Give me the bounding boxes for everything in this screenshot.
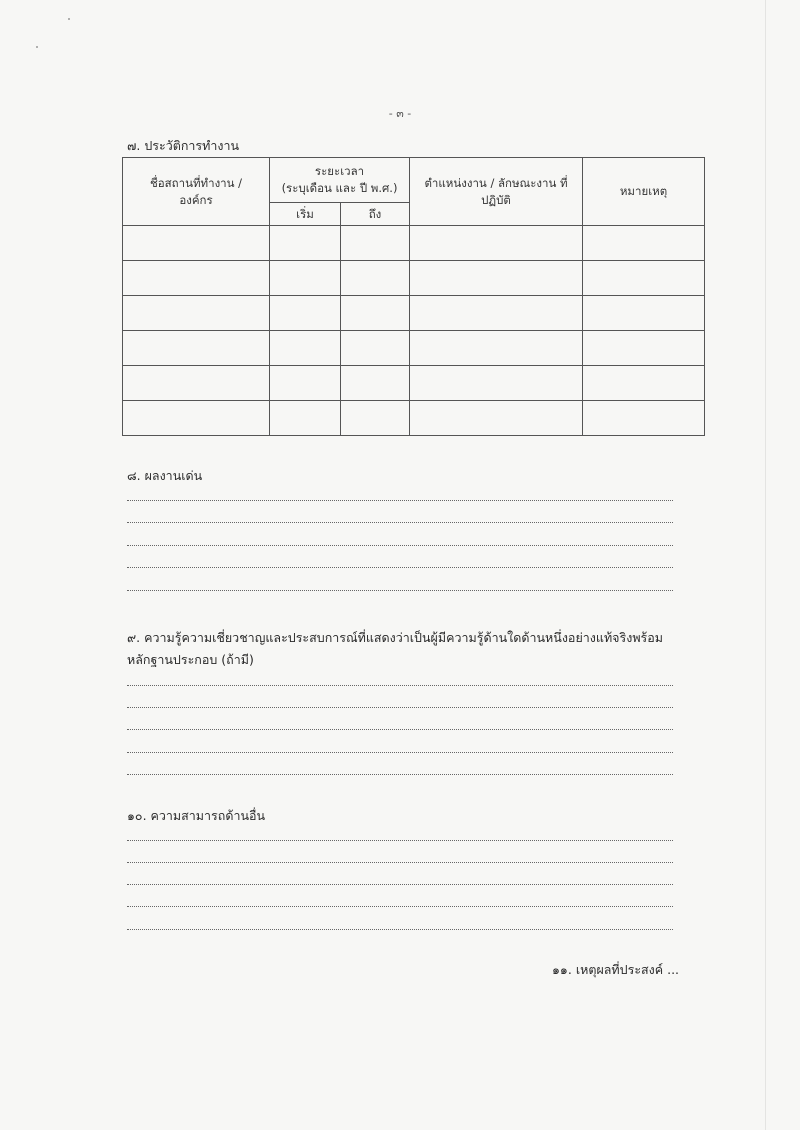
table-cell[interactable]	[341, 226, 410, 261]
fill-line[interactable]	[127, 567, 673, 568]
header-start: เริ่ม	[270, 203, 341, 226]
section-10-title: ๑๐. ความสามารถด้านอื่น	[127, 808, 266, 823]
header-remarks: หมายเหตุ	[583, 158, 705, 226]
fill-line[interactable]	[127, 906, 673, 907]
table-row	[123, 366, 705, 401]
table-row	[123, 331, 705, 366]
table-cell[interactable]	[341, 261, 410, 296]
table-cell[interactable]	[123, 366, 270, 401]
table-cell[interactable]	[410, 261, 583, 296]
table-row	[123, 401, 705, 436]
fill-line[interactable]	[127, 929, 673, 930]
fill-line[interactable]	[127, 707, 673, 708]
fill-line[interactable]	[127, 500, 673, 501]
table-cell[interactable]	[270, 261, 341, 296]
table-cell[interactable]	[410, 366, 583, 401]
table-row	[123, 261, 705, 296]
table-cell[interactable]	[410, 226, 583, 261]
table-cell[interactable]	[270, 226, 341, 261]
work-history-table	[122, 157, 705, 436]
table-cell[interactable]	[583, 226, 705, 261]
table-cell[interactable]	[410, 401, 583, 436]
page-number: - ๓ -	[388, 107, 412, 120]
table-cell[interactable]	[341, 296, 410, 331]
table-cell[interactable]	[583, 401, 705, 436]
section-9-title-line1: ๙. ความรู้ความเชี่ยวชาญและประสบการณ์ที่แสดงว่าเป็นผู้มีความรู้ด้านใดด้านหนึ่งอย่างแท้จริงพร้อม	[127, 630, 664, 645]
section-7-title: ๗. ประวัติการทำงาน	[127, 138, 240, 153]
table-row	[123, 296, 705, 331]
fill-line[interactable]	[127, 522, 673, 523]
table-row	[123, 226, 705, 261]
header-period-label: ระยะเวลา	[314, 164, 365, 178]
table-cell[interactable]	[583, 331, 705, 366]
scan-speck	[68, 18, 70, 20]
table-cell[interactable]	[583, 296, 705, 331]
continuation-note: ๑๑. เหตุผลที่ประสงค์ ...	[552, 962, 680, 977]
section-9-title-line2: หลักฐานประกอบ (ถ้ามี)	[127, 652, 254, 667]
scan-speck	[36, 46, 38, 48]
header-period-note: (ระบุเดือน และ ปี พ.ศ.)	[281, 181, 398, 195]
fill-line[interactable]	[127, 840, 673, 841]
fill-line[interactable]	[127, 545, 673, 546]
table-cell[interactable]	[410, 331, 583, 366]
table-cell[interactable]	[341, 331, 410, 366]
table-cell[interactable]	[410, 296, 583, 331]
table-cell[interactable]	[270, 401, 341, 436]
table-cell[interactable]	[583, 366, 705, 401]
table-cell[interactable]	[123, 296, 270, 331]
fill-line[interactable]	[127, 752, 673, 753]
fill-line[interactable]	[127, 590, 673, 591]
section-8-title: ๘. ผลงานเด่น	[127, 468, 203, 483]
header-position: ตำแหน่งงาน / ลักษณะงาน ที่ปฏิบัติ	[410, 158, 583, 226]
header-end: ถึง	[341, 203, 410, 226]
table-cell[interactable]	[123, 261, 270, 296]
header-workplace: ชื่อสถานที่ทำงาน / องค์กร	[123, 158, 270, 226]
fill-line[interactable]	[127, 774, 673, 775]
page-edge	[765, 0, 766, 1130]
table-cell[interactable]	[270, 366, 341, 401]
header-period	[270, 158, 410, 203]
table-cell[interactable]	[341, 366, 410, 401]
table-cell[interactable]	[123, 401, 270, 436]
fill-line[interactable]	[127, 884, 673, 885]
fill-line[interactable]	[127, 729, 673, 730]
fill-line[interactable]	[127, 862, 673, 863]
fill-line[interactable]	[127, 685, 673, 686]
table-cell[interactable]	[270, 331, 341, 366]
table-cell[interactable]	[123, 331, 270, 366]
table-cell[interactable]	[270, 296, 341, 331]
table-cell[interactable]	[123, 226, 270, 261]
table-cell[interactable]	[341, 401, 410, 436]
section-9-title	[127, 627, 687, 671]
table-cell[interactable]	[583, 261, 705, 296]
